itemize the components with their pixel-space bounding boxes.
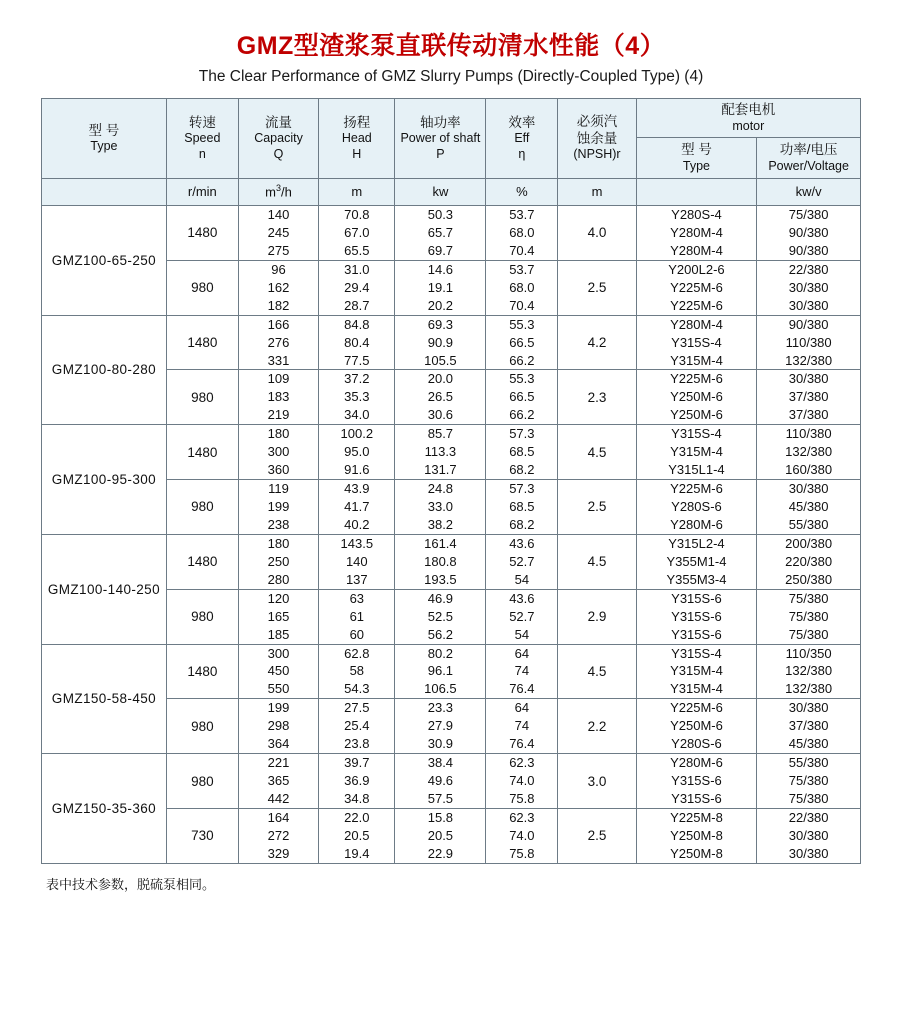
motor-pv-cell: 110/350 132/380 132/380 — [757, 644, 861, 699]
speed-cell: 980 — [166, 699, 238, 754]
npsh-cell: 4.2 — [558, 315, 636, 370]
power-cell: 38.4 49.6 57.5 — [395, 754, 486, 809]
motor-type-cell: Y225M-6 Y250M-6 Y250M-6 — [636, 370, 757, 425]
unit-speed: r/min — [166, 179, 238, 206]
motor-pv-cell: 110/380 132/380 160/380 — [757, 425, 861, 480]
unit-head: m — [319, 179, 395, 206]
pump-type-cell: GMZ100-65-250 — [42, 206, 167, 316]
unit-power: kw — [395, 179, 486, 206]
table-body — [42, 206, 861, 864]
power-cell: 46.9 52.5 56.2 — [395, 589, 486, 644]
table-row — [42, 534, 861, 589]
pump-type-cell: GMZ150-58-450 — [42, 644, 167, 754]
pump-type-cell: GMZ100-95-300 — [42, 425, 167, 535]
power-cell: 50.3 65.7 69.7 — [395, 206, 486, 261]
unit-type — [42, 179, 167, 206]
speed-cell: 1480 — [166, 534, 238, 589]
power-cell: 14.6 19.1 20.2 — [395, 260, 486, 315]
motor-pv-cell: 30/380 37/380 45/380 — [757, 699, 861, 754]
capacity-cell: 166 276 331 — [238, 315, 318, 370]
motor-type-cell: Y225M-8 Y250M-8 Y250M-8 — [636, 808, 757, 863]
capacity-cell: 300 450 550 — [238, 644, 318, 699]
capacity-cell: 120 165 185 — [238, 589, 318, 644]
power-cell: 69.3 90.9 105.5 — [395, 315, 486, 370]
motor-type-cell: Y280S-4 Y280M-4 Y280M-4 — [636, 206, 757, 261]
motor-pv-cell: 90/380 110/380 132/380 — [757, 315, 861, 370]
capacity-cell: 96 162 182 — [238, 260, 318, 315]
motor-type-cell: Y225M-6 Y280S-6 Y280M-6 — [636, 480, 757, 535]
eff-cell: 57.3 68.5 68.2 — [486, 480, 558, 535]
header-npsh: 必须汽 蚀余量 (NPSH)r — [558, 99, 636, 179]
motor-pv-cell: 55/380 75/380 75/380 — [757, 754, 861, 809]
npsh-cell: 2.5 — [558, 480, 636, 535]
eff-cell: 57.3 68.5 68.2 — [486, 425, 558, 480]
motor-type-cell: Y200L2-6 Y225M-6 Y225M-6 — [636, 260, 757, 315]
pump-type-cell: GMZ150-35-360 — [42, 754, 167, 864]
motor-type-cell: Y225M-6 Y250M-6 Y280S-6 — [636, 699, 757, 754]
speed-cell: 980 — [166, 589, 238, 644]
pump-type-cell: GMZ100-80-280 — [42, 315, 167, 425]
motor-type-cell: Y315S-4 Y315M-4 Y315L1-4 — [636, 425, 757, 480]
npsh-cell: 2.5 — [558, 808, 636, 863]
pump-type-cell: GMZ100-140-250 — [42, 534, 167, 644]
head-cell: 70.8 67.0 65.5 — [319, 206, 395, 261]
capacity-cell: 119 199 238 — [238, 480, 318, 535]
head-cell: 37.2 35.3 34.0 — [319, 370, 395, 425]
head-cell: 27.5 25.4 23.8 — [319, 699, 395, 754]
header-speed: 转速 Speed n — [166, 99, 238, 179]
eff-cell: 62.3 74.0 75.8 — [486, 754, 558, 809]
units-row — [42, 179, 861, 206]
head-cell: 63 61 60 — [319, 589, 395, 644]
head-cell: 43.9 41.7 40.2 — [319, 480, 395, 535]
header-head: 扬程 Head H — [319, 99, 395, 179]
header-motor-group: 配套电机 motor — [636, 99, 860, 138]
performance-table — [41, 98, 861, 864]
power-cell: 24.8 33.0 38.2 — [395, 480, 486, 535]
header-motor-power-voltage: 功率/电压 Power/Voltage — [757, 138, 861, 179]
head-cell: 62.8 58 54.3 — [319, 644, 395, 699]
motor-type-cell: Y315S-6 Y315S-6 Y315S-6 — [636, 589, 757, 644]
motor-type-cell: Y280M-6 Y315S-6 Y315S-6 — [636, 754, 757, 809]
page-subtitle: The Clear Performance of GMZ Slurry Pumps (Directly-Coupled Type) (4) — [198, 68, 704, 85]
capacity-cell: 221 365 442 — [238, 754, 318, 809]
header-power: 轴功率 Power of shaft P — [395, 99, 486, 179]
head-cell: 22.0 20.5 19.4 — [319, 808, 395, 863]
unit-efficiency: % — [486, 179, 558, 206]
header-motor-type: 型 号 Type — [636, 138, 757, 179]
speed-cell: 730 — [166, 808, 238, 863]
motor-pv-cell: 22/380 30/380 30/380 — [757, 260, 861, 315]
motor-pv-cell: 75/380 90/380 90/380 — [757, 206, 861, 261]
npsh-cell: 2.9 — [558, 589, 636, 644]
table-header — [42, 99, 861, 206]
eff-cell: 55.3 66.5 66.2 — [486, 315, 558, 370]
motor-pv-cell: 30/380 37/380 37/380 — [757, 370, 861, 425]
table-row — [42, 425, 861, 480]
npsh-cell: 2.5 — [558, 260, 636, 315]
npsh-cell: 4.0 — [558, 206, 636, 261]
power-cell: 161.4 180.8 193.5 — [395, 534, 486, 589]
eff-cell: 64 74 76.4 — [486, 699, 558, 754]
head-cell: 84.8 80.4 77.5 — [319, 315, 395, 370]
unit-motor-type — [636, 179, 757, 206]
speed-cell: 980 — [166, 480, 238, 535]
capacity-cell: 109 183 219 — [238, 370, 318, 425]
unit-capacity: $m^3/h$ — [238, 179, 318, 206]
eff-cell: 43.6 52.7 54 — [486, 589, 558, 644]
capacity-cell: 180 250 280 — [238, 534, 318, 589]
capacity-cell: 140 245 275 — [238, 206, 318, 261]
table-row — [42, 644, 861, 699]
motor-pv-cell: 30/380 45/380 55/380 — [757, 480, 861, 535]
speed-cell: 980 — [166, 370, 238, 425]
eff-cell: 62.3 74.0 75.8 — [486, 808, 558, 863]
head-cell: 100.2 95.0 91.6 — [319, 425, 395, 480]
speed-cell: 1480 — [166, 315, 238, 370]
npsh-cell: 3.0 — [558, 754, 636, 809]
capacity-cell: 180 300 360 — [238, 425, 318, 480]
eff-cell: 53.7 68.0 70.4 — [486, 206, 558, 261]
power-cell: 23.3 27.9 30.9 — [395, 699, 486, 754]
npsh-cell: 2.2 — [558, 699, 636, 754]
unit-motor-power-voltage: kw/v — [757, 179, 861, 206]
header-efficiency: 效率 Eff η — [486, 99, 558, 179]
power-cell: 15.8 20.5 22.9 — [395, 808, 486, 863]
capacity-cell: 164 272 329 — [238, 808, 318, 863]
speed-cell: 980 — [166, 260, 238, 315]
page-title: GMZ型渣浆泵直联传动清水性能（4） — [236, 32, 666, 60]
motor-type-cell: Y315S-4 Y315M-4 Y315M-4 — [636, 644, 757, 699]
motor-pv-cell: 22/380 30/380 30/380 — [757, 808, 861, 863]
power-cell: 85.7 113.3 131.7 — [395, 425, 486, 480]
table-row — [42, 315, 861, 370]
eff-cell: 43.6 52.7 54 — [486, 534, 558, 589]
eff-cell: 64 74 76.4 — [486, 644, 558, 699]
npsh-cell: 4.5 — [558, 425, 636, 480]
table-row — [42, 754, 861, 809]
head-cell: 31.0 29.4 28.7 — [319, 260, 395, 315]
head-cell: 39.7 36.9 34.8 — [319, 754, 395, 809]
speed-cell: 980 — [166, 754, 238, 809]
motor-type-cell: Y315L2-4 Y355M1-4 Y355M3-4 — [636, 534, 757, 589]
unit-npsh: m — [558, 179, 636, 206]
header-type: 型 号 Type — [42, 99, 167, 179]
eff-cell: 53.7 68.0 70.4 — [486, 260, 558, 315]
npsh-cell: 4.5 — [558, 534, 636, 589]
speed-cell: 1480 — [166, 425, 238, 480]
npsh-cell: 4.5 — [558, 644, 636, 699]
motor-pv-cell: 200/380 220/380 250/380 — [757, 534, 861, 589]
motor-pv-cell: 75/380 75/380 75/380 — [757, 589, 861, 644]
speed-cell: 1480 — [166, 644, 238, 699]
capacity-cell: 199 298 364 — [238, 699, 318, 754]
speed-cell: 1480 — [166, 206, 238, 261]
motor-type-cell: Y280M-4 Y315S-4 Y315M-4 — [636, 315, 757, 370]
npsh-cell: 2.3 — [558, 370, 636, 425]
power-cell: 20.0 26.5 30.6 — [395, 370, 486, 425]
eff-cell: 55.3 66.5 66.2 — [486, 370, 558, 425]
footnote: 表中技术参数，脱硫泵相同。 — [46, 876, 216, 892]
table-row — [42, 206, 861, 261]
header-capacity: 流量 Capacity Q — [238, 99, 318, 179]
head-cell: 143.5 140 137 — [319, 534, 395, 589]
power-cell: 80.2 96.1 106.5 — [395, 644, 486, 699]
